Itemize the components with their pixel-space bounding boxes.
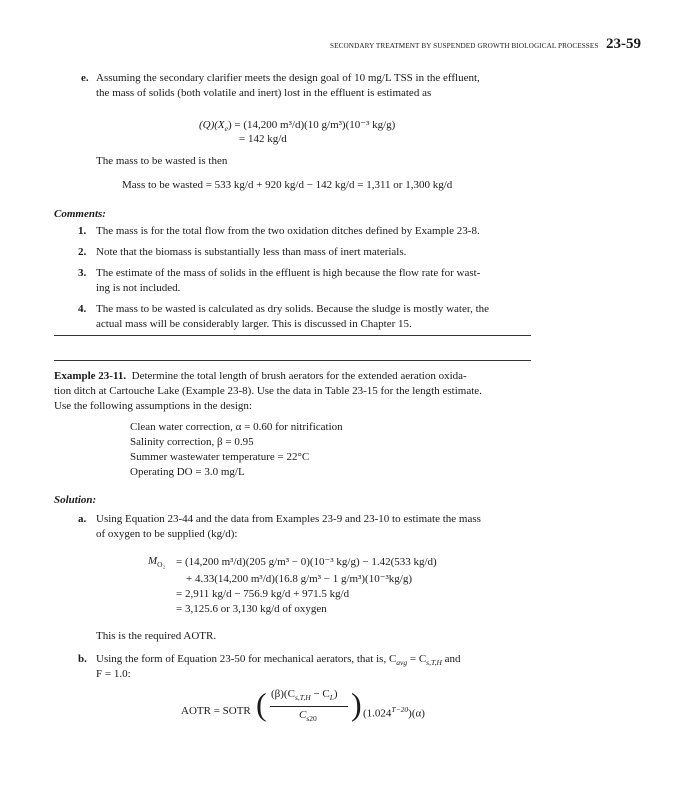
comment-4-line2: actual mass will be considerably larger. This is discussed in Chapter 15.	[96, 318, 412, 330]
running-title: SECONDARY TREATMENT BY SUSPENDED GROWTH BIOLOGICAL PROCESSES	[330, 42, 599, 50]
eq1-lhs-sub: e	[224, 124, 228, 134]
aotr-tail-end: )(α)	[408, 707, 425, 720]
aotr-numerator	[271, 688, 338, 702]
aotr-den-sub: s20	[306, 714, 317, 724]
aotr-num-close: )	[333, 688, 338, 700]
aotr-lhs: AOTR = SOTR	[181, 705, 251, 717]
assumption-beta: Salinity correction, β = 0.95	[130, 436, 254, 448]
eq1-rhs: (14,200 m³/d)(10 g/m³)(10⁻³ kg/g)	[243, 119, 396, 131]
example-line2: tion ditch at Cartouche Lake (Example 23-8). Use the data in Table 23-15 for the length estimate.	[54, 385, 482, 397]
mo2-line2: + 4.33(14,200 m³/d)(16.8 g/m³ − 1 g/m³)(10⁻³kg/g)	[186, 573, 413, 585]
b-line1-mid: = C	[407, 653, 427, 665]
part-e-label: e.	[81, 72, 89, 84]
comment-1-num: 1.	[78, 225, 87, 237]
eq1-lhs: (Q)(X	[199, 119, 225, 131]
comment-1-line1: The mass is for the total flow from the two oxidation ditches defined by Example 23-8.	[96, 225, 480, 237]
aotr-close-paren: )	[351, 686, 362, 722]
b-line1-text: Using the form of Equation 23-50 for mechanical aerators, that is, C	[96, 653, 397, 665]
mass-wasted-intro: The mass to be wasted is then	[96, 155, 228, 167]
part-e-line2: the mass of solids (both volatile and inert) lost in the effluent is estimated as	[96, 87, 432, 99]
comment-3-line2: ing is not included.	[96, 282, 181, 294]
assumption-operating-do: Operating DO = 3.0 mg/L	[130, 466, 245, 478]
solution-b-line2: F = 1.0:	[96, 668, 131, 680]
mo2-line3: = 2,911 kg/d − 756.9 kg/d + 971.5 kg/d	[176, 588, 350, 600]
aotr-denominator	[299, 709, 317, 723]
aotr-num-sub2: L	[329, 693, 334, 703]
eq1-result: = 142 kg/d	[239, 133, 287, 145]
comments-heading: Comments:	[54, 208, 106, 220]
example-line1: Determine the total length of brush aerators for the extended aeration oxida-	[131, 370, 467, 382]
part-e-line1: Assuming the secondary clarifier meets the design goal of 10 mg/L TSS in the effluent,	[96, 72, 480, 84]
aotr-tail-sup: T−20	[391, 705, 409, 714]
comment-2-num: 2.	[78, 246, 87, 258]
solution-b-line1	[96, 652, 461, 670]
required-aotr-note: This is the required AOTR.	[96, 630, 217, 642]
solution-b-label: b.	[78, 653, 87, 665]
assumption-alpha: Clean water correction, α = 0.60 for nitrification	[130, 421, 343, 433]
example-line3: Use the following assumptions in the design:	[54, 400, 252, 412]
mo2-lhs	[148, 555, 165, 569]
aotr-num-sub: s,T,H	[294, 693, 311, 703]
solution-a-line2: of oxygen to be supplied (kg/d):	[96, 528, 238, 540]
divider-rule-lower	[54, 360, 531, 361]
comment-3-line1: The estimate of the mass of solids in the effluent is high because the flow rate for wast-	[96, 267, 481, 279]
divider-rule-upper	[54, 335, 531, 336]
mo2-subscript: O₂	[157, 560, 166, 570]
mass-wasted-equation: Mass to be wasted = 533 kg/d + 920 kg/d − 142 kg/d = 1,311 or 1,300 kg/d	[122, 179, 453, 191]
example-label: Example 23-11.	[54, 370, 127, 382]
solution-heading: Solution:	[54, 494, 97, 506]
aotr-num-start: (β)(C	[271, 688, 295, 700]
solution-a-label: a.	[78, 513, 87, 525]
assumption-temperature: Summer wastewater temperature = 22°C	[130, 451, 310, 463]
b-line1-sub-sth: s,T,H	[426, 658, 442, 668]
effluent-equation	[199, 118, 395, 133]
eq1-lhs-end: ) =	[228, 119, 244, 131]
example-statement-line1	[54, 369, 467, 384]
aotr-num-mid: − C	[310, 688, 330, 700]
comment-4-line1: The mass to be wasted is calculated as dry solids. Because the sludge is mostly water, the	[96, 303, 490, 315]
comment-3-num: 3.	[78, 267, 87, 279]
aotr-tail	[363, 705, 425, 720]
aotr-open-paren: (	[256, 686, 267, 722]
mo2-line4: = 3,125.6 or 3,130 kg/d of oxygen	[176, 603, 327, 615]
aotr-tail-start: (1.024	[363, 707, 392, 720]
comment-4-num: 4.	[78, 303, 87, 315]
mo2-symbol: M	[148, 555, 158, 567]
b-line1-sub-avg: avg	[396, 658, 408, 668]
comment-2-line1: Note that the biomass is substantially less than mass of inert materials.	[96, 246, 407, 258]
aotr-fraction-bar	[270, 706, 348, 707]
solution-a-line1: Using Equation 23-44 and the data from Examples 23-9 and 23-10 to estimate the mass	[96, 513, 481, 525]
mo2-line1: = (14,200 m³/d)(205 g/m³ − 0)(10⁻³ kg/g) − 1.42(533 kg/d)	[176, 556, 437, 568]
page-number: 23-59	[606, 36, 641, 52]
b-line1-end: and	[441, 653, 461, 665]
aotr-den-symbol: C	[299, 709, 307, 721]
